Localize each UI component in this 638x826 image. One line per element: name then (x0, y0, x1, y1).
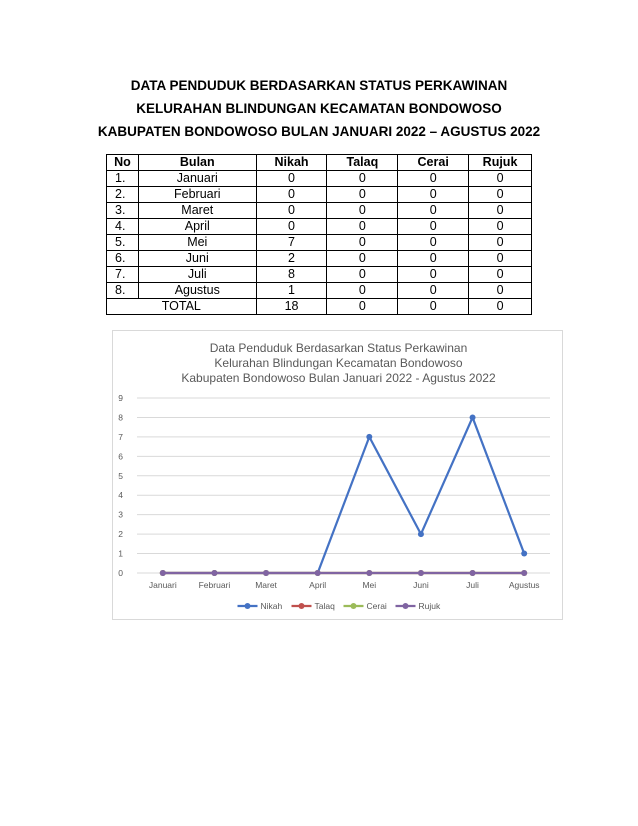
cell-bulan: Agustus (138, 283, 256, 299)
total-label: TOTAL (107, 299, 257, 315)
table-row (107, 267, 532, 283)
cell-nikah: 0 (256, 219, 327, 235)
chart-title-line-2: Kelurahan Blindungan Kecamatan Bondowoso (214, 356, 463, 370)
cell-cerai: 0 (398, 251, 469, 267)
total-talaq: 0 (327, 299, 398, 315)
legend-marker-cerai (351, 603, 357, 609)
table-total-row (107, 299, 532, 315)
cell-nikah: 1 (256, 283, 327, 299)
data-point-nikah (470, 414, 476, 420)
cell-no: 3. (107, 203, 139, 219)
cell-no: 5. (107, 235, 139, 251)
cell-no: 4. (107, 219, 139, 235)
cell-talaq: 0 (327, 187, 398, 203)
legend-marker-rujuk (403, 603, 409, 609)
header-no: No (107, 155, 139, 171)
header-nikah: Nikah (256, 155, 327, 171)
data-point-rujuk (521, 570, 527, 576)
data-point-rujuk (315, 570, 321, 576)
table-row (107, 283, 532, 299)
marital-status-table (106, 154, 532, 315)
legend-label-talaq: Talaq (314, 601, 335, 611)
cell-nikah: 0 (256, 203, 327, 219)
table-row (107, 203, 532, 219)
y-tick-label: 1 (118, 548, 123, 559)
cell-cerai: 0 (398, 219, 469, 235)
cell-no: 8. (107, 283, 139, 299)
y-tick-label: 2 (118, 529, 123, 540)
data-point-rujuk (211, 570, 217, 576)
data-point-nikah (366, 434, 372, 440)
line-chart (112, 330, 563, 620)
cell-nikah: 8 (256, 267, 327, 283)
header-rujuk: Rujuk (469, 155, 532, 171)
document-title (0, 74, 638, 143)
cell-rujuk: 0 (469, 187, 532, 203)
y-tick-label: 3 (118, 509, 123, 520)
table-row (107, 171, 532, 187)
legend-marker-nikah (245, 603, 251, 609)
data-point-rujuk (470, 570, 476, 576)
x-tick-label: Mei (362, 580, 377, 590)
cell-nikah: 0 (256, 187, 327, 203)
y-tick-label: 0 (118, 568, 123, 578)
cell-rujuk: 0 (469, 171, 532, 187)
table-row (107, 219, 532, 235)
cell-rujuk: 0 (469, 219, 532, 235)
cell-bulan: Maret (138, 203, 256, 219)
cell-talaq: 0 (327, 283, 398, 299)
title-line-2: KELURAHAN BLINDUNGAN KECAMATAN BONDOWOSO (136, 101, 502, 116)
cell-rujuk: 0 (469, 251, 532, 267)
cell-bulan: Februari (138, 187, 256, 203)
cell-cerai: 0 (398, 187, 469, 203)
data-point-rujuk (418, 570, 424, 576)
cell-bulan: Juli (138, 267, 256, 283)
x-tick-label: Januari (148, 580, 177, 590)
table-row (107, 187, 532, 203)
table-row (107, 251, 532, 267)
title-line-3: KABUPATEN BONDOWOSO BULAN JANUARI 2022 – AGUSTUS 2022 (97, 124, 541, 139)
cell-cerai: 0 (398, 235, 469, 251)
title-line-1: DATA PENDUDUK BERDASARKAN STATUS PERKAWINAN (130, 78, 508, 93)
x-tick-label: Juli (466, 580, 479, 590)
cell-rujuk: 0 (469, 235, 532, 251)
header-cerai: Cerai (398, 155, 469, 171)
cell-bulan: Juni (138, 251, 256, 267)
legend-label-nikah: Nikah (260, 601, 283, 611)
cell-nikah: 2 (256, 251, 327, 267)
cell-bulan: April (138, 219, 256, 235)
table-row (107, 235, 532, 251)
cell-nikah: 7 (256, 235, 327, 251)
cell-talaq: 0 (327, 219, 398, 235)
header-bulan: Bulan (138, 155, 256, 171)
cell-no: 2. (107, 187, 139, 203)
total-cerai: 0 (398, 299, 469, 315)
total-rujuk: 0 (469, 299, 532, 315)
legend-label-cerai: Cerai (366, 601, 387, 611)
cell-talaq: 0 (327, 235, 398, 251)
y-tick-label: 9 (118, 393, 123, 403)
cell-no: 6. (107, 251, 139, 267)
legend-marker-talaq (299, 603, 305, 609)
x-tick-label: Agustus (508, 580, 540, 590)
header-talaq: Talaq (327, 155, 398, 171)
chart-title-line-1: Data Penduduk Berdasarkan Status Perkawinan (209, 341, 468, 355)
data-point-rujuk (263, 570, 269, 576)
cell-talaq: 0 (327, 171, 398, 187)
y-tick-label: 4 (118, 490, 123, 501)
cell-cerai: 0 (398, 267, 469, 283)
data-point-nikah (418, 531, 424, 537)
chart-title-line-3: Kabupaten Bondowoso Bulan Januari 2022 - Agustus 2022 (181, 371, 496, 385)
cell-cerai: 0 (398, 171, 469, 187)
x-tick-label: Maret (255, 580, 277, 590)
data-point-rujuk (160, 570, 166, 576)
data-point-rujuk (366, 570, 372, 576)
x-tick-label: Juni (413, 580, 429, 590)
x-tick-label: April (309, 580, 327, 590)
cell-bulan: Mei (138, 235, 256, 251)
legend-label-rujuk: Rujuk (418, 601, 441, 611)
y-tick-label: 7 (118, 431, 123, 442)
table-header-row (107, 155, 532, 171)
cell-no: 7. (107, 267, 139, 283)
data-point-nikah (521, 551, 527, 557)
y-tick-label: 5 (118, 470, 123, 481)
cell-no: 1. (107, 171, 139, 187)
cell-nikah: 0 (256, 171, 327, 187)
y-tick-label: 8 (118, 412, 123, 423)
cell-talaq: 0 (327, 267, 398, 283)
x-tick-label: Februari (198, 580, 231, 590)
cell-rujuk: 0 (469, 203, 532, 219)
cell-talaq: 0 (327, 203, 398, 219)
y-tick-label: 6 (118, 451, 123, 462)
cell-rujuk: 0 (469, 267, 532, 283)
chart-canvas (113, 331, 564, 621)
cell-rujuk: 0 (469, 283, 532, 299)
cell-cerai: 0 (398, 203, 469, 219)
cell-cerai: 0 (398, 283, 469, 299)
cell-talaq: 0 (327, 251, 398, 267)
total-nikah: 18 (256, 299, 327, 315)
cell-bulan: Januari (138, 171, 256, 187)
